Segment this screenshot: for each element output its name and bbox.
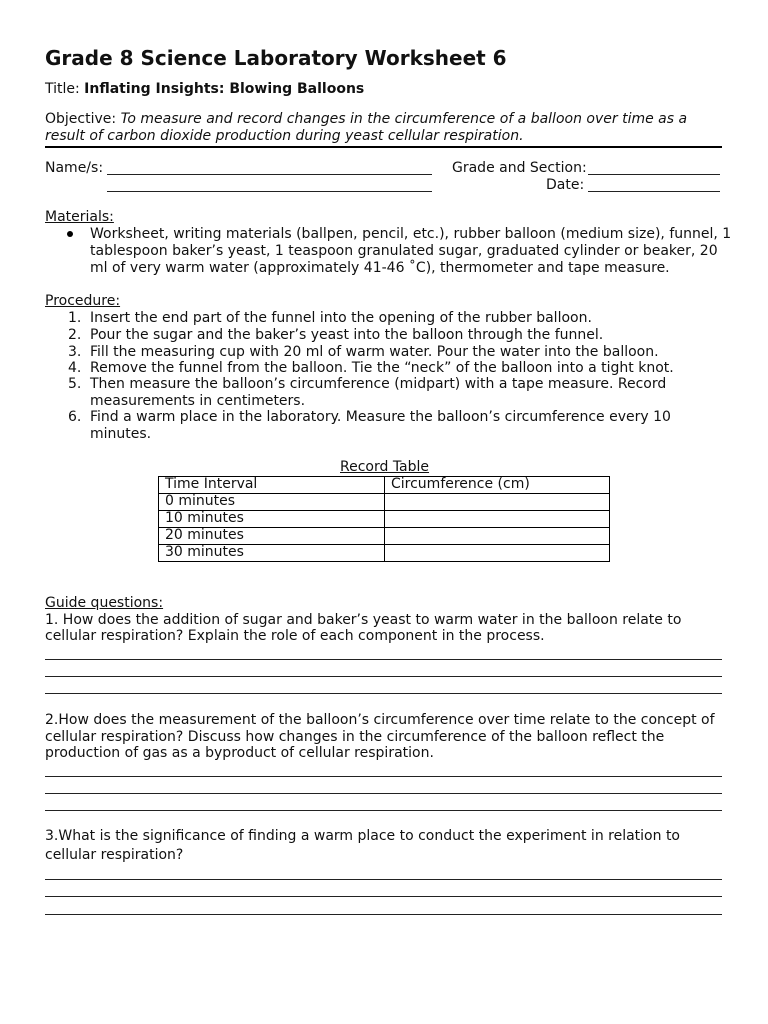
materials-line-3: ml of very warm water (approximately 41-46 ˚C), thermometer and tape measure.: [90, 260, 670, 276]
table-header: Circumference (cm): [385, 477, 610, 494]
bullet-icon: [67, 231, 73, 237]
question-1-line-1: 1. How does the addition of sugar and baker’s yeast to warm water in the balloon relate to: [45, 612, 682, 628]
worksheet-title: [45, 81, 364, 98]
question-1-line-2: cellular respiration? Explain the role of each component in the process.: [45, 628, 545, 644]
procedure-heading: Procedure:: [45, 293, 121, 309]
title-value: Inflating Insights: Blowing Balloons: [84, 81, 365, 97]
procedure-step-6: Find a warm place in the laboratory. Measure the balloon’s circumference every 10: [90, 409, 671, 425]
date-field[interactable]: [588, 191, 720, 192]
grade-section-field[interactable]: [588, 174, 720, 175]
question-2-line-1: 2.How does the measurement of the balloon’s circumference over time relate to the concept of: [45, 712, 715, 728]
record-table: [158, 476, 610, 562]
table-row: [159, 494, 610, 511]
time-cell: 30 minutes: [159, 545, 385, 562]
answer-line-q2[interactable]: [45, 810, 722, 811]
answer-line-q3[interactable]: [45, 914, 722, 915]
procedure-step-2: Pour the sugar and the baker’s yeast into the balloon through the funnel.: [90, 327, 604, 343]
materials-line-2: tablespoon baker’s yeast, 1 teaspoon granulated sugar, graduated cylinder or beaker, 20: [90, 243, 718, 259]
procedure-step-4: Remove the funnel from the balloon. Tie the “neck” of the balloon into a tight knot.: [90, 360, 674, 376]
table-header-row: [159, 477, 610, 494]
names-label: Name/s:: [45, 160, 104, 176]
names-field-2[interactable]: [107, 191, 432, 192]
question-2-line-2: cellular respiration? Discuss how changes in the circumference of the balloon reflect the: [45, 729, 665, 745]
step-number: 4.: [68, 360, 82, 376]
date-label: Date:: [546, 177, 585, 193]
answer-line-q3[interactable]: [45, 896, 722, 897]
title-label: Title:: [45, 81, 85, 97]
objective-line-2: result of carbon dioxide production during yeast cellular respiration.: [45, 128, 524, 144]
record-table-caption: Record Table: [340, 459, 430, 475]
answer-line-q2[interactable]: [45, 793, 722, 794]
step-number: 6.: [68, 409, 82, 425]
objective-label: Objective:: [45, 111, 121, 127]
procedure-step-5-cont: measurements in centimeters.: [90, 393, 306, 409]
step-number: 3.: [68, 344, 82, 360]
answer-line-q1[interactable]: [45, 659, 722, 660]
question-3-line-1: 3.What is the significance of finding a warm place to conduct the experiment in relation to: [45, 828, 680, 844]
step-number: 5.: [68, 376, 82, 392]
table-row: [159, 511, 610, 528]
circumference-cell[interactable]: [385, 545, 610, 562]
guide-heading: Guide questions:: [45, 595, 164, 611]
names-field-1[interactable]: [107, 174, 432, 175]
circumference-cell[interactable]: [385, 494, 610, 511]
answer-line-q2[interactable]: [45, 776, 722, 777]
objective-text-1: To measure and record changes in the circumference of a balloon over time as a: [120, 111, 688, 127]
circumference-cell[interactable]: [385, 511, 610, 528]
objective-line-1: [45, 111, 687, 128]
table-row: [159, 528, 610, 545]
question-2-line-3: production of gas as a byproduct of cellular respiration.: [45, 745, 434, 761]
table-header: Time Interval: [159, 477, 385, 494]
question-3-line-2: cellular respiration?: [45, 847, 184, 863]
step-number: 2.: [68, 327, 82, 343]
procedure-step-5: Then measure the balloon’s circumference (midpart) with a tape measure. Record: [90, 376, 667, 392]
page-title: Grade 8 Science Laboratory Worksheet 6: [45, 46, 507, 70]
table-row: [159, 545, 610, 562]
answer-line-q1[interactable]: [45, 693, 722, 694]
step-number: 1.: [68, 310, 82, 326]
time-cell: 10 minutes: [159, 511, 385, 528]
procedure-step-6-cont: minutes.: [90, 426, 152, 442]
header-divider: [45, 146, 722, 148]
circumference-cell[interactable]: [385, 528, 610, 545]
materials-line-1: Worksheet, writing materials (ballpen, pencil, etc.), rubber balloon (medium size), funnel, 1: [90, 226, 732, 242]
time-cell: 0 minutes: [159, 494, 385, 511]
answer-line-q1[interactable]: [45, 676, 722, 677]
grade-section-label: Grade and Section:: [452, 160, 587, 176]
time-cell: 20 minutes: [159, 528, 385, 545]
answer-line-q3[interactable]: [45, 879, 722, 880]
procedure-step-1: Insert the end part of the funnel into the opening of the rubber balloon.: [90, 310, 592, 326]
materials-heading: Materials:: [45, 209, 114, 225]
procedure-step-3: Fill the measuring cup with 20 ml of warm water. Pour the water into the balloon.: [90, 344, 659, 360]
